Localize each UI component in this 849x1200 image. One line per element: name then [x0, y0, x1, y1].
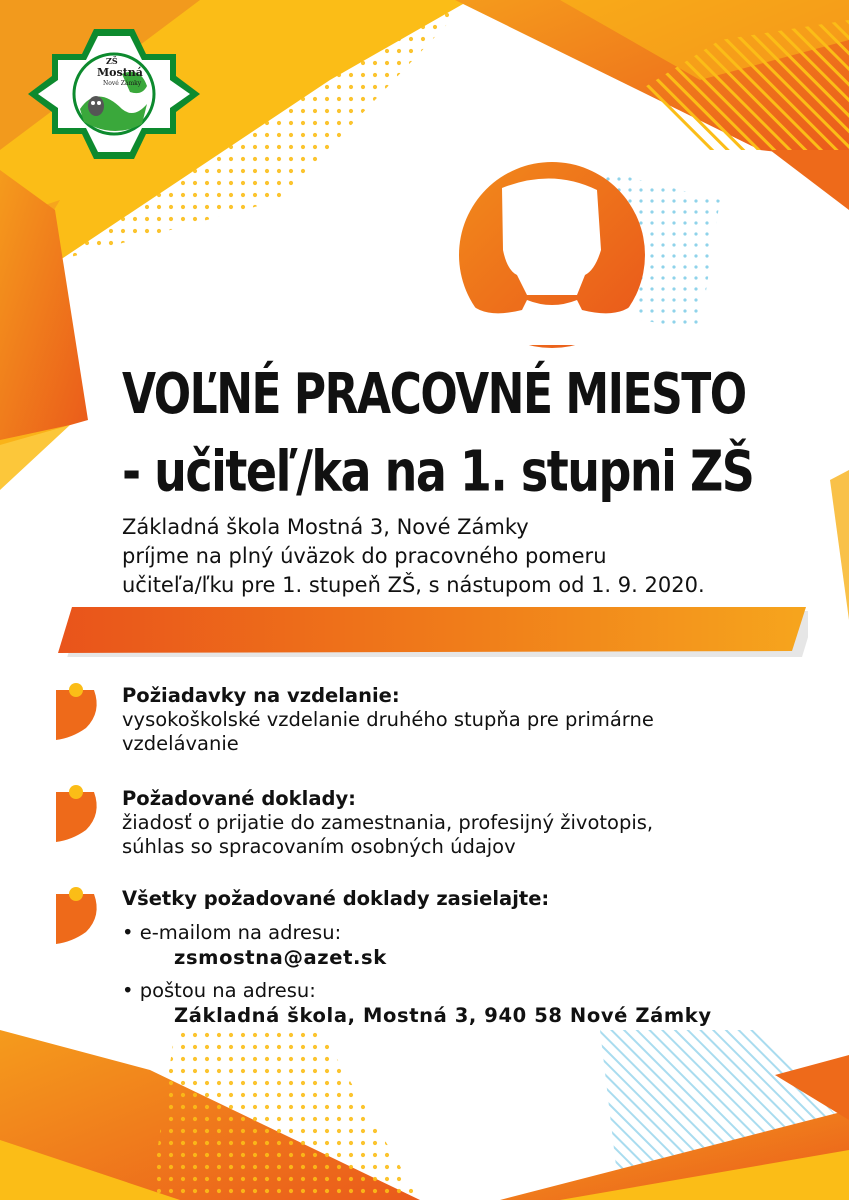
requirements-heading: Požiadavky na vzdelanie:	[122, 684, 400, 707]
documents-line-1: žiadosť o prijatie do zamestnania, profesijný životopis,	[122, 811, 654, 834]
documents-line-2: súhlas so spracovaním osobných údajov	[122, 835, 516, 858]
bullet-icon	[56, 682, 102, 740]
intro-line-2: príjme na plný úväzok do pracovného pomeru	[122, 544, 607, 568]
section-requirements	[122, 684, 654, 756]
logo-text-town: Nové Zámky	[103, 80, 142, 87]
intro-line-1: Základná škola Mostná 3, Nové Zámky	[122, 515, 529, 539]
logo-text-name: Mostná	[97, 66, 143, 79]
section-send	[122, 886, 712, 1028]
orange-divider-band	[58, 607, 808, 657]
postal-address: Základná škola, Mostná 3, 940 58 Nové Zámky	[174, 1004, 712, 1027]
post-label: • poštou na adresu:	[122, 979, 316, 1002]
headline-role: - učiteľ/ka na 1. stupni ZŠ	[122, 438, 754, 504]
person-avatar-icon	[457, 160, 647, 350]
section-documents	[122, 787, 653, 859]
email-label: • e-mailom na adresu:	[122, 921, 342, 944]
bullet-icon	[56, 784, 102, 842]
send-heading: Všetky požadované doklady zasielajte:	[122, 887, 550, 910]
intro-line-3: učiteľa/ľku pre 1. stupeň ZŠ, s nástupom od 1. 9. 2020.	[122, 573, 705, 597]
logo-text-zs: ZŠ	[106, 56, 118, 66]
email-address: zsmostna@azet.sk	[174, 946, 387, 969]
documents-heading: Požadované doklady:	[122, 787, 356, 810]
headline-position: VOĽNÉ PRACOVNÉ MIESTO	[122, 362, 746, 428]
intro-text	[122, 513, 705, 600]
school-logo	[22, 14, 206, 174]
requirements-line-1: vysokoškolské vzdelanie druhého stupňa pre primárne	[122, 708, 654, 731]
bullet-icon	[56, 886, 102, 944]
requirements-line-2: vzdelávanie	[122, 732, 239, 755]
